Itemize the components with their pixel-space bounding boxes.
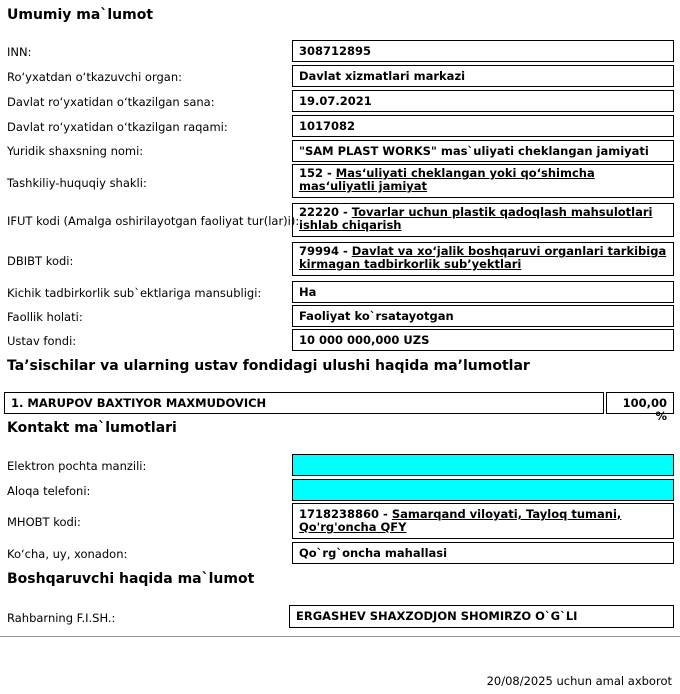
dbibt-separator: - [339,244,352,258]
label-ifut: IFUT kodi (Amalga oshirilayotgan faoliyat tur(lar)i): [7,214,300,228]
divider [0,636,680,637]
section-title-manager: Boshqaruvchi haqida ma`lumot [7,571,255,587]
value-small-business: Ha [292,281,674,303]
ifut-link[interactable]: Tovarlar uchun plastik qadoqlash mahsulotlari ishlab chiqarish [299,205,653,232]
legal-form-separator: - [323,166,336,180]
value-capital: 10 000 000,000 UZS [292,329,674,351]
dbibt-code: 79994 [299,244,340,258]
value-ifut [292,203,674,237]
legal-form-code: 152 [299,166,324,180]
label-reg-organ: Ro‘yxatdan o‘tkazuvchi organ: [7,70,182,84]
ifut-code: 22220 [299,205,340,219]
value-street: Qo`rg`oncha mahallasi [292,542,674,564]
value-legal-form [292,164,674,198]
value-activity: Faoliyat ko`rsatayotgan [292,305,674,327]
value-dbibt [292,242,674,276]
label-name: Yuridik shaxsning nomi: [7,144,144,158]
section-title-general: Umumiy ma`lumot [7,7,154,23]
label-inn: INN: [7,45,32,59]
mhobt-separator: - [379,507,392,521]
label-small-business: Kichik tadbirkorlik sub`ektlariga mansubligi: [7,286,262,300]
section-title-contact: Kontakt ma`lumotlari [7,420,177,436]
dbibt-link[interactable]: Davlat va xo‘jalik boshqaruvi organlari tarkibiga kirmagan tadbirkorlik sub’yektlari [299,244,667,271]
label-legal-form: Tashkiliy-huquqiy shakli: [7,176,147,190]
label-dbibt: DBIBT kodi: [7,254,74,268]
value-reg-date: 19.07.2021 [292,90,674,112]
label-street: Ko‘cha, uy, xonadon: [7,547,128,561]
label-email: Elektron pochta manzili: [7,459,147,473]
value-reg-number: 1017082 [292,115,674,137]
label-mhobt: MHOBT kodi: [7,515,81,529]
mhobt-code: 1718238860 [299,507,380,521]
label-reg-date: Davlat ro‘yxatidan o‘tkazilgan sana: [7,95,215,109]
value-manager: ERGASHEV SHAXZODJON SHOMIRZO O`G`LI [289,605,674,628]
mhobt-link[interactable]: Samarqand viloyati, Tayloq tumani, Qo'rg'oncha QFY [299,507,622,534]
section-title-founders: Ta’sischilar va ularning ustav fondidagi ulushi haqida ma’lumotlar [7,358,530,374]
founder-share: 100,00 % [606,392,674,414]
ifut-separator: - [339,205,352,219]
value-reg-organ: Davlat xizmatlari markazi [292,65,674,87]
value-mhobt [292,503,674,539]
value-email [292,454,674,476]
value-name: "SAM PLAST WORKS" mas`uliyati cheklangan jamiyati [292,140,674,162]
label-phone: Aloqa telefoni: [7,484,91,498]
label-reg-number: Davlat ro‘yxatidan o‘tkazilgan raqami: [7,120,228,134]
value-phone [292,479,674,501]
label-capital: Ustav fondi: [7,334,77,348]
value-inn: 308712895 [292,40,674,62]
founder-name: 1. MARUPOV BAXTIYOR MAXMUDOVICH [4,392,604,414]
legal-form-link[interactable]: Mas‘uliyati cheklangan yoki qo‘shimcha mas‘uliyatli jamiyat [299,166,595,193]
footer-note: 20/08/2025 uchun amal axborot [486,674,672,688]
label-manager: Rahbarning F.I.SH.: [7,611,116,625]
label-activity: Faollik holati: [7,310,83,324]
